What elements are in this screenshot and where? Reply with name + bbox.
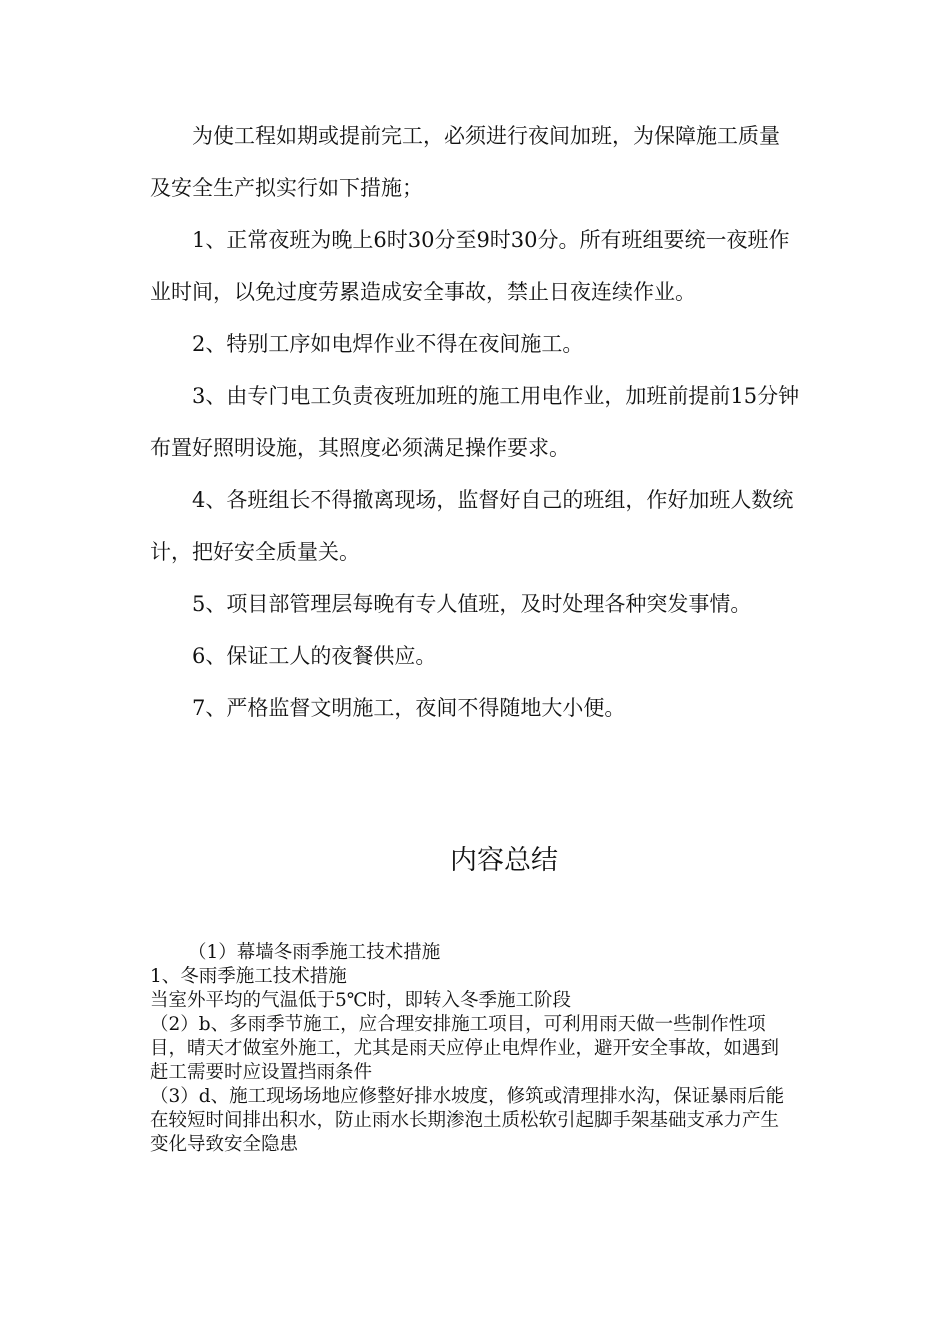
- summary-line: （2）b、多雨季节施工，应合理安排施工项目，可利用雨天做一些制作性项目，晴天才做室外施工，尤其是雨天应停止电焊作业，避开安全事故，如遇到赶工需要时应设置挡雨条件: [150, 1014, 780, 1083]
- paragraph-item-7: 7、严格监督文明施工，夜间不得随地大小便。: [192, 696, 626, 720]
- body-text: [150, 110, 800, 734]
- paragraph-item-4: 4、各班组长不得撤离现场，监督好自己的班组，作好加班人数统计，把好安全质量关。: [150, 488, 794, 564]
- summary-line: （3）d、施工现场场地应修整好排水坡度，修筑或清理排水沟，保证暴雨后能在较短时间排出积水，防止雨水长期渗泡土质松软引起脚手架基础支承力产生变化导致安全隐患: [150, 1086, 785, 1155]
- summary-line-heading: （1）幕墙冬雨季施工技术措施: [188, 942, 441, 963]
- summary-title: 内容总结: [450, 845, 558, 876]
- paragraph-item-3: 3、由专门电工负责夜班加班的施工用电作业，加班前提前15分钟布置好照明设施，其照度必须满足操作要求。: [150, 384, 800, 460]
- paragraph-item-6: 6、保证工人的夜餐供应。: [192, 644, 437, 668]
- summary-section: [150, 941, 795, 1157]
- summary-line: 1、冬雨季施工技术措施: [150, 966, 347, 987]
- paragraph-intro: 为使工程如期或提前完工，必须进行夜间加班，为保障施工质量及安全生产拟实行如下措施；: [150, 124, 780, 200]
- paragraph-item-5: 5、项目部管理层每晚有专人值班，及时处理各种突发事情。: [192, 592, 752, 616]
- paragraph-item-2: 2、特别工序如电焊作业不得在夜间施工。: [192, 332, 584, 356]
- paragraph-item-1: 1、正常夜班为晚上6时30分至9时30分。所有班组要统一夜班作业时间，以免过度劳累造成安全事故，禁止日夜连续作业。: [150, 228, 790, 304]
- summary-line: 当室外平均的气温低于5℃时，即转入冬季施工阶段: [150, 990, 571, 1011]
